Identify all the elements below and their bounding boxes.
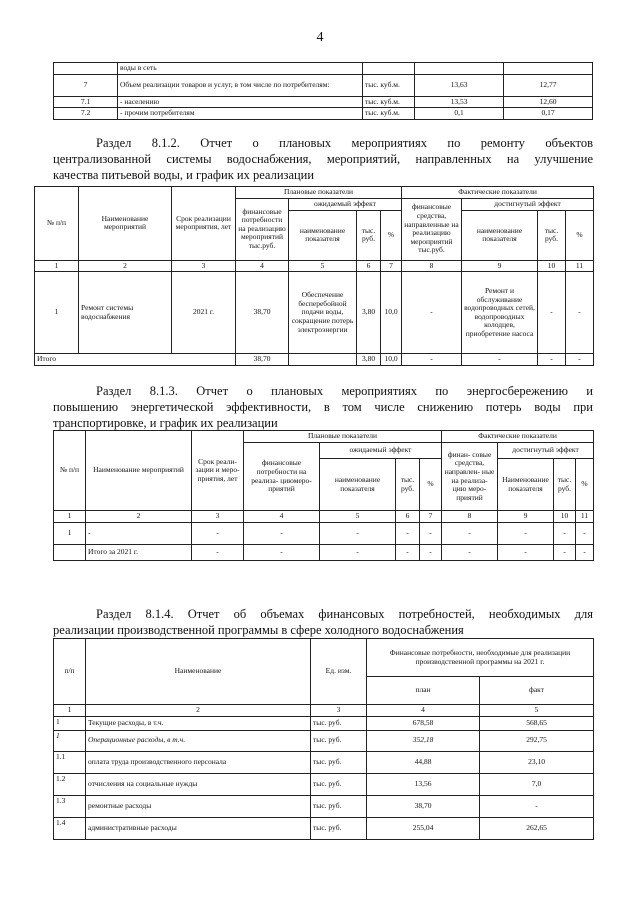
cell-fact: 23,10 — [480, 751, 594, 773]
cell-value: 0,17 — [504, 108, 593, 120]
cell-value: 13,63 — [415, 74, 504, 96]
col-num: 11 — [566, 260, 594, 272]
col-num: 11 — [576, 511, 594, 523]
cell-value: - — [420, 545, 442, 561]
header-term: Срок реализации мероприятия, лет — [172, 187, 236, 261]
col-num: 8 — [402, 260, 462, 272]
cell-pct: 10,0 — [381, 354, 402, 366]
cell-name: Текущие расходы, в т.ч. — [86, 716, 311, 730]
column-numbers — [35, 260, 594, 272]
cell-value: - — [192, 545, 244, 561]
cell-value: - — [244, 523, 320, 545]
cell-value: - — [320, 545, 396, 561]
heading-line: транспортировке, и график их реализации — [53, 416, 278, 430]
cell-value: - — [576, 545, 594, 561]
cell-num: 7.2 — [54, 108, 118, 120]
header-pct: % — [576, 459, 594, 511]
cell-value: - — [498, 545, 554, 561]
cell-fact: 292,75 — [480, 730, 594, 751]
total-row — [54, 545, 594, 561]
cell-unit: тыс. руб. — [311, 773, 367, 795]
cell-fin-fact: - — [402, 354, 462, 366]
heading-line: качества питьевой воды, и график их реализации — [53, 168, 315, 182]
col-num: 2 — [79, 260, 172, 272]
header-no: № п/п — [54, 431, 86, 511]
cell-num: 1 — [54, 730, 86, 751]
table-8-1-4 — [53, 638, 594, 840]
cell-unit: тыс. руб. — [311, 751, 367, 773]
cell-num: 1 — [54, 523, 86, 545]
cell-empty — [54, 545, 86, 561]
header-expected: ожидаемый эффект — [320, 443, 442, 459]
cell-unit: тыс. куб.м. — [363, 108, 415, 120]
header-indicator: наименование показателя — [320, 459, 396, 511]
col-num: 6 — [396, 511, 420, 523]
table-row — [54, 730, 594, 751]
cell-fin-fact: - — [402, 272, 462, 354]
header-fin-needs: Финансовые потребности, необходимые для реализации производственной программы на 2021 г. — [367, 639, 594, 677]
heading-line: Раздел 8.1.3. Отчет о плановых мероприятиях по энергосбережению и — [96, 384, 593, 398]
table-8-1-2 — [34, 186, 594, 366]
header-fin-plan: финансовые потребности на реализацию мероприятий тыс.руб. — [236, 198, 289, 260]
header-fin-plan: финансовые потребности на реализа- циюмеро- приятий — [244, 443, 320, 511]
cell-unit: тыс. руб. — [311, 817, 367, 839]
cell-value: - — [498, 523, 554, 545]
col-num: 5 — [320, 511, 396, 523]
section-heading-8-1-2 — [53, 135, 593, 183]
header-expected: ожидаемый эффект — [289, 198, 402, 210]
col-num: 9 — [498, 511, 554, 523]
cell-value: - — [320, 523, 396, 545]
section-heading-8-1-3 — [53, 383, 593, 431]
col-num: 4 — [367, 705, 480, 717]
cell-fact: - — [480, 795, 594, 817]
header-no: № п/п — [35, 187, 79, 261]
header-indicator: наименование показателя — [289, 210, 357, 260]
cell-value: - — [396, 523, 420, 545]
table-row — [54, 773, 594, 795]
cell-num: 1 — [54, 716, 86, 730]
header-plan: Плановые показатели — [244, 431, 442, 443]
total-label: Итого — [35, 354, 236, 366]
cell-value: 13,53 — [415, 96, 504, 108]
cell-unit: тыс. руб. — [311, 716, 367, 730]
cell-rub: - — [538, 354, 566, 366]
table-row — [54, 751, 594, 773]
table-row — [35, 272, 594, 354]
header-indicator: Наименование показателя — [498, 459, 554, 511]
page-number: 4 — [316, 30, 324, 45]
cell-fact: 568,65 — [480, 716, 594, 730]
cell-plan: 352,18 — [367, 730, 480, 751]
cell-value: 12,60 — [504, 96, 593, 108]
heading-line: реализации производственной программы в сфере холодного водоснабжения — [53, 623, 464, 637]
col-num: 8 — [442, 511, 498, 523]
header-pct: % — [420, 459, 442, 511]
cell-num — [54, 63, 118, 75]
header-fact: Фактические показатели — [442, 431, 594, 443]
cell-value: - — [192, 523, 244, 545]
table-row — [54, 108, 593, 120]
cell-name: отчисления на социальные нужды — [86, 773, 311, 795]
cell-name: оплата труда производственного персонала — [86, 751, 311, 773]
col-num: 7 — [420, 511, 442, 523]
cell-value: - — [396, 545, 420, 561]
cell-name: - населению — [118, 96, 363, 108]
cell-plan: 38,70 — [367, 795, 480, 817]
col-num: 4 — [236, 260, 289, 272]
col-num: 9 — [462, 260, 538, 272]
cell-pct: - — [566, 272, 594, 354]
cell-effect: Обеспечение бесперебойной подачи воды, сокращение потерь электроэнергии — [289, 272, 357, 354]
header-name: Наименование мероприятий — [79, 187, 172, 261]
cell-value: - — [554, 523, 576, 545]
heading-line: Раздел 8.1.4. Отчет об объемах финансовых потребностей, необходимых для — [96, 607, 593, 621]
header-achieved: достигнутый эффект — [462, 198, 594, 210]
cell-name: ремонтные расходы — [86, 795, 311, 817]
cell-value: - — [442, 523, 498, 545]
cell-num: 7 — [54, 74, 118, 96]
cell-empty — [289, 354, 357, 366]
header-plan: Плановые показатели — [236, 187, 402, 199]
header-rub: тыс. руб. — [554, 459, 576, 511]
header-term: Срок реали- зации и меро- приятия, лет — [192, 431, 244, 511]
table-row — [54, 716, 594, 730]
col-num: 3 — [192, 511, 244, 523]
header-no: п/п — [54, 639, 86, 705]
col-num: 2 — [86, 511, 192, 523]
table-row — [54, 96, 593, 108]
col-num: 3 — [172, 260, 236, 272]
cell-fin: 38,70 — [236, 354, 289, 366]
cell-value: - — [442, 545, 498, 561]
col-num: 4 — [244, 511, 320, 523]
header-rub: тыс. руб. — [538, 210, 566, 260]
col-num: 7 — [381, 260, 402, 272]
header-rub: тыс. руб. — [357, 210, 381, 260]
col-num: 1 — [35, 260, 79, 272]
header-fact: факт — [480, 677, 594, 705]
cell-fact: 7,0 — [480, 773, 594, 795]
cell-value: - — [554, 545, 576, 561]
cell-value — [415, 63, 504, 75]
column-numbers — [54, 705, 594, 717]
header-fact: Фактические показатели — [402, 187, 594, 199]
cell-value — [504, 63, 593, 75]
total-label: Итого за 2021 г. — [86, 545, 192, 561]
col-num: 3 — [311, 705, 367, 717]
col-num: 2 — [86, 705, 311, 717]
cell-term: 2021 г. — [172, 272, 236, 354]
header-name: Наименование — [86, 639, 311, 705]
cell-rub: 3,80 — [357, 272, 381, 354]
table-continuation — [53, 62, 593, 120]
table-row — [54, 523, 594, 545]
total-row — [35, 354, 594, 366]
cell-value: 0,1 — [415, 108, 504, 120]
col-num: 1 — [54, 705, 86, 717]
header-unit: Ед. изм. — [311, 639, 367, 705]
column-numbers — [54, 511, 594, 523]
cell-name: воды в сеть — [118, 63, 363, 75]
cell-name: - — [86, 523, 192, 545]
cell-achieved: Ремонт и обслуживание водопроводных сетей, водопроводных колодцев, приобретение насоса — [462, 272, 538, 354]
header-plan: план — [367, 677, 480, 705]
cell-rub: 3,80 — [357, 354, 381, 366]
cell-num: 7.1 — [54, 96, 118, 108]
cell-fact: 262,65 — [480, 817, 594, 839]
header-pct: % — [566, 210, 594, 260]
table-row — [54, 74, 593, 96]
table-row — [54, 817, 594, 839]
header-rub: тыс. руб. — [396, 459, 420, 511]
col-num: 6 — [357, 260, 381, 272]
cell-plan: 678,58 — [367, 716, 480, 730]
col-num: 1 — [54, 511, 86, 523]
cell-pct: - — [566, 354, 594, 366]
cell-fin: 38,70 — [236, 272, 289, 354]
cell-plan: 13,56 — [367, 773, 480, 795]
cell-num: 1.4 — [54, 817, 86, 839]
cell-num: 1.1 — [54, 751, 86, 773]
cell-name: Объем реализации товаров и услуг, в том числе по потребителям: — [118, 74, 363, 96]
cell-plan: 255,04 — [367, 817, 480, 839]
cell-num: 1.3 — [54, 795, 86, 817]
header-achieved: достигнутый эффект — [498, 443, 594, 459]
cell-pct: 10,0 — [381, 272, 402, 354]
cell-name: - прочим потребителям — [118, 108, 363, 120]
col-num: 5 — [480, 705, 594, 717]
cell-name: Ремонт системы водоснабжения — [79, 272, 172, 354]
cell-unit: тыс. руб. — [311, 730, 367, 751]
col-num: 5 — [289, 260, 357, 272]
cell-value: - — [420, 523, 442, 545]
header-name: Наименование мероприятий — [86, 431, 192, 511]
cell-value: - — [576, 523, 594, 545]
cell-num: 1.2 — [54, 773, 86, 795]
cell-rub: - — [538, 272, 566, 354]
col-num: 10 — [538, 260, 566, 272]
heading-line: Раздел 8.1.2. Отчет о плановых мероприятиях по ремонту объектов — [96, 136, 593, 150]
header-fin-fact: финан- совые средства, направлен- ные на реализа- цию меро- приятий — [442, 443, 498, 511]
cell-name: Операционные расходы, в т.ч. — [86, 730, 311, 751]
header-pct: % — [381, 210, 402, 260]
header-indicator: наименование показателя — [462, 210, 538, 260]
cell-unit: тыс. куб.м. — [363, 96, 415, 108]
col-num: 10 — [554, 511, 576, 523]
cell-unit: тыс. куб.м. — [363, 74, 415, 96]
cell-plan: 44,88 — [367, 751, 480, 773]
cell-unit — [363, 63, 415, 75]
cell-achieved: - — [462, 354, 538, 366]
cell-value: 12,77 — [504, 74, 593, 96]
heading-line: повышению энергетической эффективности, в том числе снижению потерь воды при — [53, 400, 593, 414]
header-fin-fact: финансовые средства, направленные на реализацию мероприятий тыс.руб. — [402, 198, 462, 260]
table-row — [54, 795, 594, 817]
cell-value: - — [244, 545, 320, 561]
cell-name: административные расходы — [86, 817, 311, 839]
heading-line: централизованной системы водоснабжения, мероприятий, направленных на улучшение — [53, 152, 593, 166]
cell-unit: тыс. руб. — [311, 795, 367, 817]
cell-num: 1 — [35, 272, 79, 354]
section-heading-8-1-4 — [53, 606, 593, 638]
table-row — [54, 63, 593, 75]
table-8-1-3 — [53, 430, 594, 561]
